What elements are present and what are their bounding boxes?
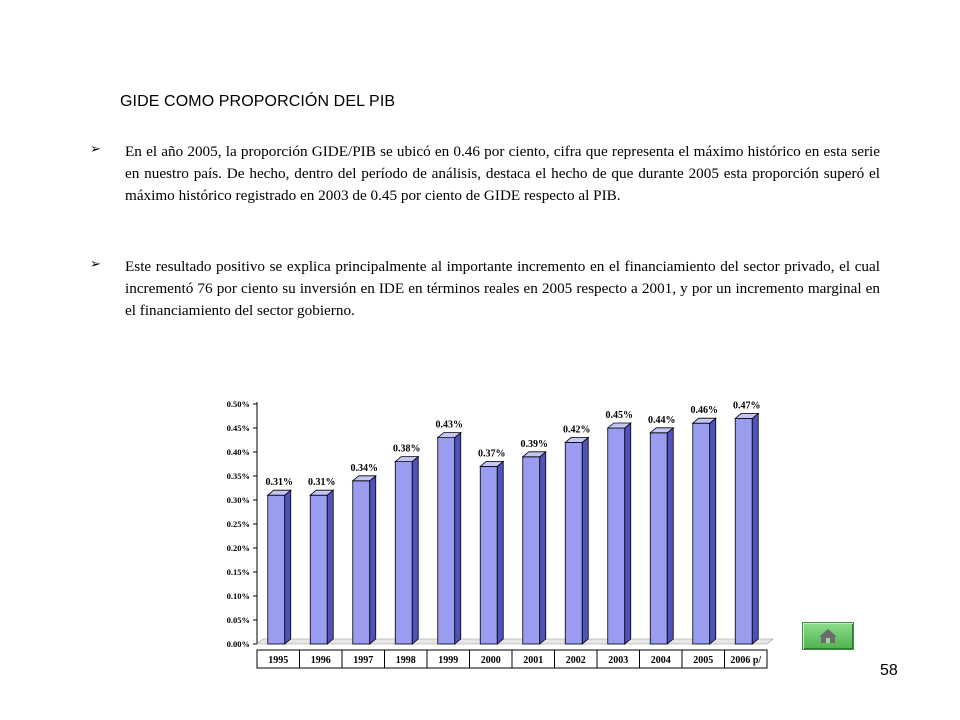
x-tick-label: 1999 — [438, 655, 459, 666]
data-label: 0.38% — [393, 443, 421, 455]
bar — [650, 433, 667, 644]
bar-side — [582, 437, 588, 644]
bar — [735, 418, 752, 644]
y-tick-label: 0.00% — [226, 639, 250, 649]
y-tick-label: 0.20% — [226, 543, 250, 553]
x-tick-label: 2005 — [693, 655, 714, 666]
bar — [395, 462, 412, 644]
data-label: 0.46% — [690, 405, 718, 417]
bar-side — [710, 418, 716, 644]
page-number: 58 — [880, 662, 898, 679]
bar — [353, 481, 370, 644]
data-label: 0.43% — [435, 419, 463, 431]
arrow-bullet-icon: ➢ — [90, 257, 101, 272]
bar-side — [667, 428, 673, 644]
x-tick-label: 2001 — [523, 655, 544, 666]
bar-side — [540, 452, 546, 644]
bullet-text: Este resultado positivo se explica principalmente al importante incremento en el financiamiento del sector privado, el cual incrementó 76 por ciento su inversión en IDE en términos reales en 2005 respecto a 2001, y por un incremento marginal en el financiamiento del sector gobierno. — [125, 258, 880, 319]
data-label: 0.39% — [520, 438, 548, 450]
x-tick-label: 2003 — [608, 655, 629, 666]
bullet-item — [90, 141, 880, 207]
bar-side — [327, 490, 333, 644]
bar-side — [285, 490, 291, 644]
bar — [565, 442, 582, 644]
x-tick-label: 2004 — [650, 655, 671, 666]
bar — [268, 495, 285, 644]
bar — [523, 457, 540, 644]
x-tick-label: 2000 — [480, 655, 501, 666]
y-tick-label: 0.30% — [226, 495, 250, 505]
y-tick-label: 0.25% — [226, 519, 250, 529]
bar — [608, 428, 625, 644]
bar — [480, 466, 497, 644]
bullet-item — [90, 256, 880, 322]
bar-side — [752, 413, 758, 644]
y-tick-label: 0.15% — [226, 567, 250, 577]
slide-title: GIDE COMO PROPORCIÓN DEL PIB — [120, 93, 396, 110]
y-tick-label: 0.35% — [226, 471, 250, 481]
x-tick-label: 2002 — [565, 655, 586, 666]
bullet-text: En el año 2005, la proporción GIDE/PIB se ubicó en 0.46 por ciento, cifra que representa el máximo histórico en esta serie en nuestro país. De hecho, dentro del período de análisis, destaca el hecho de que durante 2005 esta proporción superó el máximo histórico registrado en 2003 de 0.45 por ciento de GIDE respecto al PIB. — [125, 143, 880, 204]
x-tick-label: 1998 — [395, 655, 416, 666]
chart-svg — [200, 385, 780, 685]
data-label: 0.42% — [563, 424, 591, 436]
x-tick-label: 2006 p/ — [730, 655, 762, 666]
y-tick-label: 0.05% — [226, 615, 250, 625]
data-label: 0.34% — [350, 462, 378, 474]
bar — [693, 423, 710, 644]
x-tick-label: 1996 — [310, 655, 331, 666]
x-tick-label: 1995 — [268, 655, 289, 666]
arrow-bullet-icon: ➢ — [90, 142, 101, 157]
y-tick-label: 0.50% — [226, 399, 250, 409]
data-label: 0.31% — [308, 477, 336, 489]
data-label: 0.45% — [605, 410, 633, 421]
bar-side — [625, 423, 631, 644]
y-tick-label: 0.10% — [226, 591, 250, 601]
bar — [310, 495, 327, 644]
y-tick-label: 0.40% — [226, 447, 250, 457]
bar-side — [412, 457, 418, 644]
home-button[interactable] — [802, 622, 854, 650]
x-tick-label: 1997 — [353, 655, 374, 666]
data-label: 0.31% — [265, 477, 293, 489]
bar — [438, 438, 455, 644]
bar-side — [370, 476, 376, 644]
bar-chart — [200, 385, 780, 685]
data-label: 0.37% — [478, 448, 506, 460]
bar-side — [497, 461, 503, 644]
bar-side — [455, 433, 461, 644]
y-tick-label: 0.45% — [226, 423, 250, 433]
data-label: 0.44% — [648, 414, 676, 426]
data-label: 0.47% — [733, 400, 761, 412]
home-icon — [818, 628, 838, 644]
